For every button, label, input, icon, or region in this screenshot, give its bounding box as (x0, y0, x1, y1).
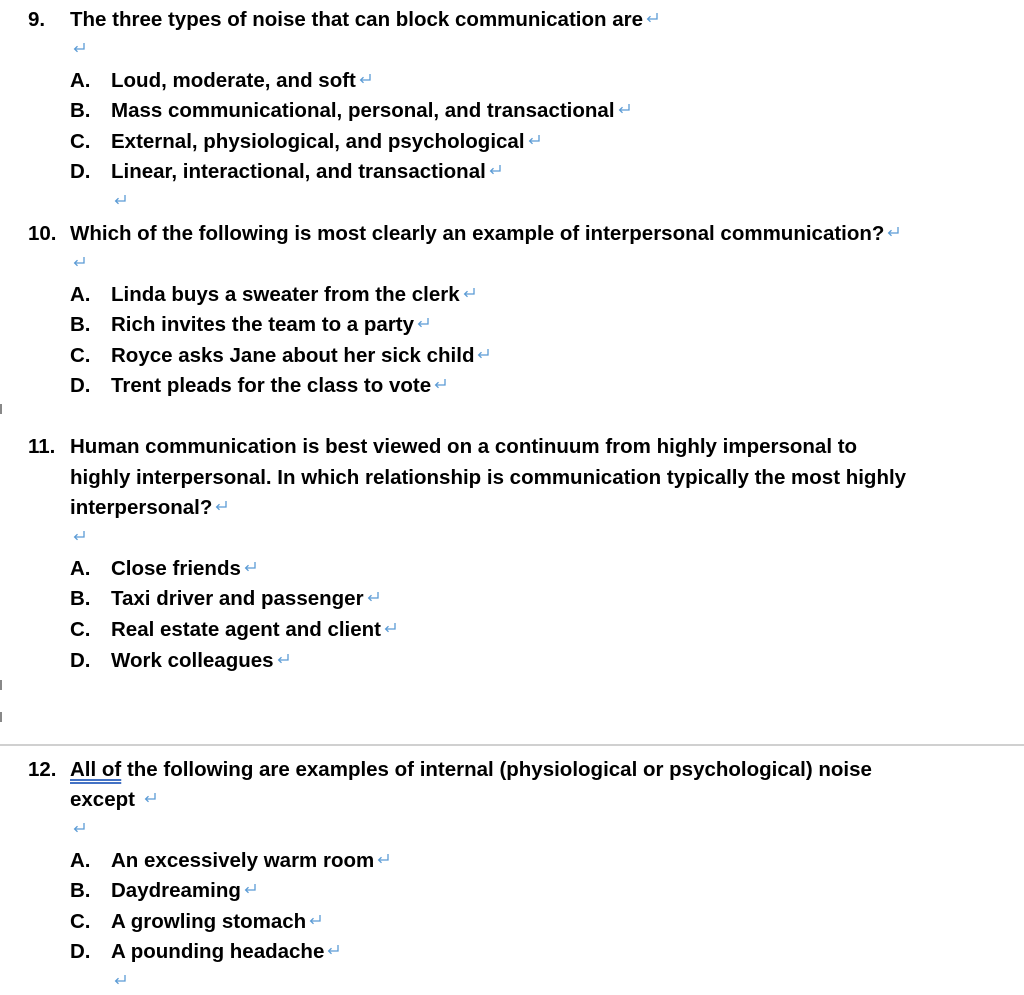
return-arrow-icon (113, 973, 127, 987)
return-arrow-icon (358, 72, 372, 86)
question-text-line-3[interactable]: interpersonal? (70, 495, 228, 521)
margin-marker (0, 404, 2, 414)
document-page-1: 9. The three types of noise that can block communication are A. Loud, moderate, and soft B. Mass communicational, personal, and transactional C. External, physiological, and psychological D. Linear, interactional, and transactional 10. Which of the following is most clearly an example of interpersonal communication? A. Linda buys a sweater from the clerk B. Rich invites the team to a party C. Royce asks Jane about her sick child D. Trent pleads for the class to vote 11. Human communication is best viewed on a continuum from highly impersonal to highly interpersonal. In which relationship is communication typically the most highly interpersonal? A. Close friends B. Taxi driver and passenger C. Real estate agent and client D. Work colleagues (0, 0, 1024, 744)
question-text[interactable]: Which of the following is most clearly an example of interpersonal communication? (70, 221, 900, 247)
return-arrow-icon (645, 11, 659, 25)
return-arrow-icon (214, 499, 228, 513)
return-arrow-icon (488, 163, 502, 177)
return-arrow-icon (72, 255, 86, 269)
return-arrow-icon (376, 852, 390, 866)
question-number: 12. (28, 758, 57, 781)
empty-paragraph[interactable] (70, 525, 86, 551)
return-arrow-icon (308, 913, 322, 927)
return-arrow-icon (886, 225, 900, 239)
return-arrow-icon (143, 791, 157, 805)
question-number: 9. (28, 8, 46, 31)
question-number: 10. (28, 222, 57, 245)
empty-paragraph[interactable] (70, 251, 86, 277)
document-page-2: 12. All of the following are examples of internal (physiological or psychological) noise except A. An excessively warm room B. Daydreaming C. A growling stomach D. A pounding headache (0, 746, 1024, 995)
question-text-line-2[interactable]: except (70, 787, 157, 813)
question-text-line-2[interactable]: highly interpersonal. In which relationship is communication typically the most highly (70, 466, 907, 489)
margin-marker (0, 712, 2, 722)
return-arrow-icon (113, 193, 127, 207)
return-arrow-icon (383, 621, 397, 635)
return-arrow-icon (326, 943, 340, 957)
question-number: 11. (28, 435, 56, 458)
return-arrow-icon (276, 652, 290, 666)
empty-paragraph[interactable] (111, 189, 127, 215)
question-text-line-1[interactable]: All of the following are examples of internal (physiological or psychological) noise (70, 758, 872, 781)
return-arrow-icon (433, 377, 447, 391)
return-arrow-icon (617, 102, 631, 116)
return-arrow-icon (366, 590, 380, 604)
return-arrow-icon (72, 41, 86, 55)
return-arrow-icon (416, 316, 430, 330)
grammar-flagged-phrase[interactable]: All of (70, 758, 122, 781)
return-arrow-icon (72, 529, 86, 543)
empty-paragraph[interactable] (111, 969, 127, 995)
return-arrow-icon (462, 286, 476, 300)
return-arrow-icon (243, 882, 257, 896)
return-arrow-icon (476, 347, 490, 361)
question-text-line-1[interactable]: Human communication is best viewed on a continuum from highly impersonal to (70, 435, 858, 458)
return-arrow-icon (527, 133, 541, 147)
return-arrow-icon (243, 560, 257, 574)
empty-paragraph[interactable] (70, 817, 86, 843)
question-text[interactable]: The three types of noise that can block communication are (70, 7, 659, 33)
return-arrow-icon (72, 821, 86, 835)
margin-marker (0, 680, 2, 690)
empty-paragraph[interactable] (70, 37, 86, 63)
